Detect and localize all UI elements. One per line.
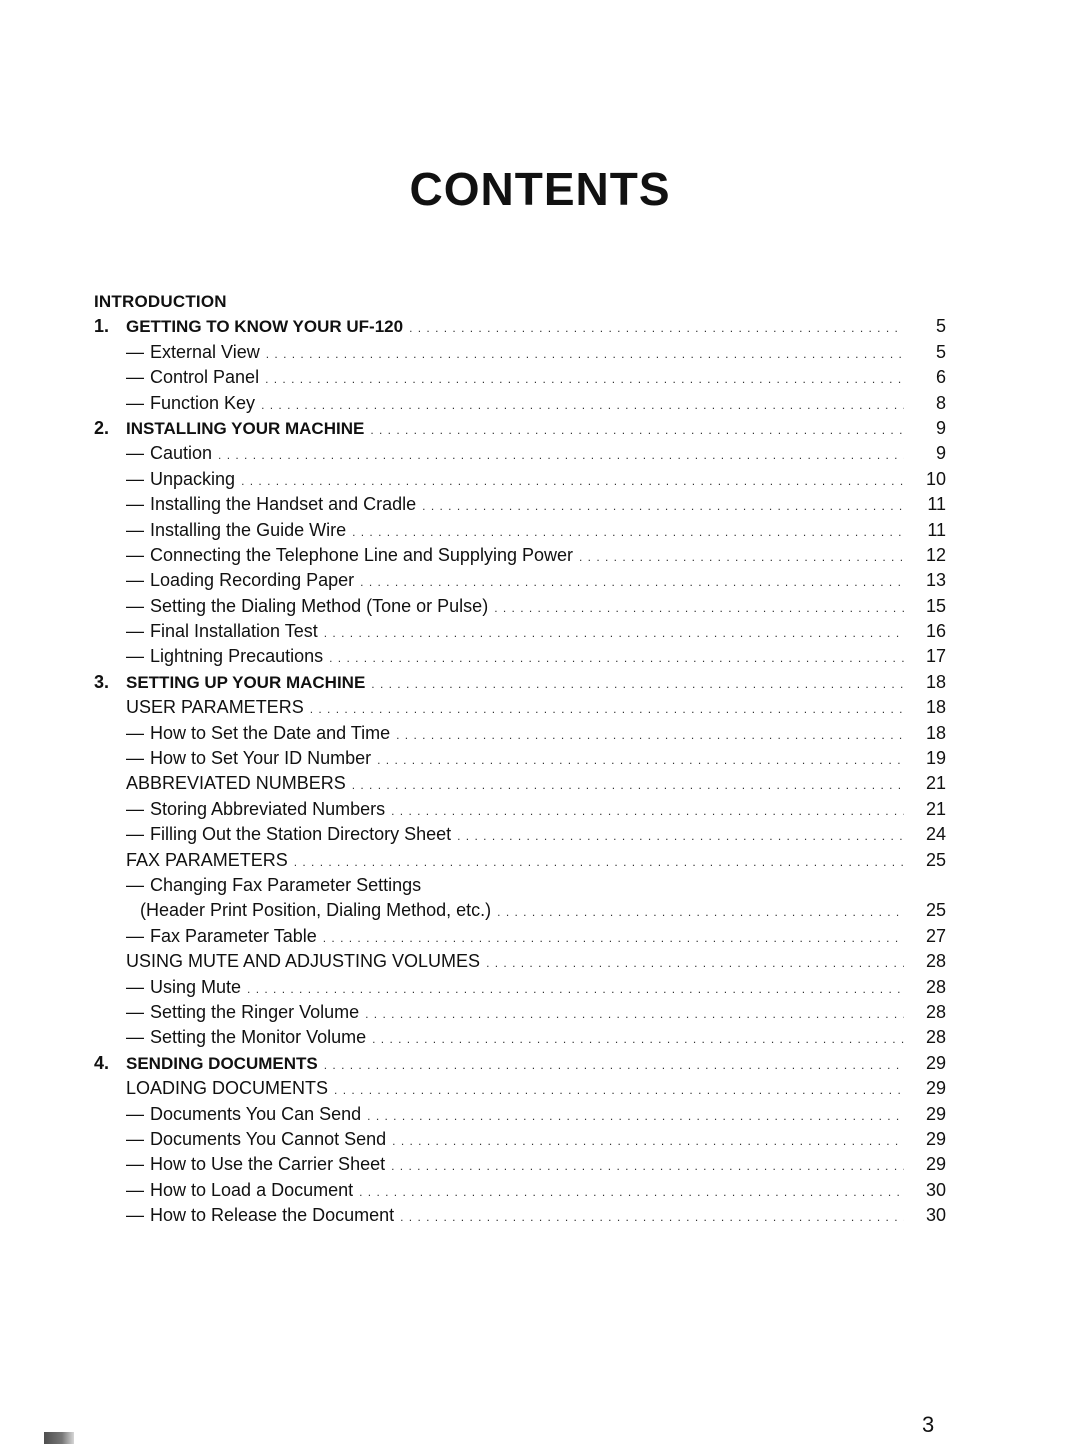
toc-page-number: 10 [925, 468, 946, 489]
dot-leader [391, 1154, 904, 1179]
dot-leader [352, 520, 904, 545]
toc-entry [94, 1076, 946, 1101]
toc-entry-text: Function Key [150, 392, 256, 413]
dash-marker: — [126, 1103, 144, 1124]
toc-entry-label [126, 568, 360, 593]
toc-page-number: 13 [925, 570, 946, 591]
toc-entry-text: Documents You Cannot Send [150, 1128, 387, 1149]
dash-marker: — [126, 976, 144, 997]
toc-page-number: 11 [927, 519, 946, 540]
toc-page-number: 19 [925, 748, 946, 769]
dot-leader [266, 342, 904, 367]
dash-marker: — [126, 367, 144, 388]
toc-entry-label [126, 949, 486, 974]
toc-entry-label [126, 314, 409, 339]
toc-entry [94, 1000, 946, 1025]
toc-entry-label [126, 619, 324, 644]
chapter-number: 4. [94, 1052, 110, 1073]
toc-entry-text: Storing Abbreviated Numbers [150, 798, 386, 819]
toc-page-number: 30 [925, 1179, 946, 1200]
dash-marker: — [126, 544, 144, 565]
dot-leader [352, 773, 904, 798]
dot-leader [360, 570, 904, 595]
toc-entry-text: GETTING TO KNOW YOUR UF-120 [126, 317, 404, 337]
toc-page-number: 21 [925, 773, 946, 794]
toc-page-number: 21 [925, 798, 946, 819]
dot-leader [294, 850, 904, 875]
toc-page-number: 9 [935, 443, 946, 464]
toc-entry-text: Using Mute [150, 976, 242, 997]
toc-page-number: 28 [925, 1027, 946, 1048]
toc-entry [94, 873, 946, 898]
toc-entry [94, 949, 946, 974]
toc-entry [94, 924, 946, 949]
toc-entry-text: USER PARAMETERS [126, 697, 304, 718]
toc-entry-text: How to Release the Document [150, 1205, 395, 1226]
toc-entries [94, 314, 946, 1228]
toc-entry-label [126, 797, 391, 822]
dot-leader [372, 1027, 904, 1052]
dash-marker: — [126, 570, 144, 591]
toc-entry [94, 568, 946, 593]
toc-entry [94, 518, 946, 543]
toc-entry [94, 543, 946, 568]
toc-entry [94, 1178, 946, 1203]
toc-entry-label [126, 695, 310, 720]
toc-entry-text: Control Panel [150, 367, 260, 388]
toc-entry [94, 1051, 946, 1076]
page-title: CONTENTS [409, 163, 671, 215]
dot-leader [457, 824, 904, 849]
toc-page-number: 28 [925, 1001, 946, 1022]
toc-entry-label [126, 975, 247, 1000]
toc-entry-text: Unpacking [150, 468, 236, 489]
toc-entry-label [126, 543, 579, 568]
dash-marker: — [126, 925, 144, 946]
toc-entry-label [126, 721, 396, 746]
toc-entry-label [126, 746, 377, 771]
dash-marker: — [126, 341, 144, 362]
toc-entry-label [126, 518, 352, 543]
dot-leader [392, 1129, 904, 1154]
dot-leader [486, 951, 904, 976]
toc-entry-text: Final Installation Test [150, 621, 318, 642]
toc-entry-label [126, 467, 241, 492]
toc-page-number: 9 [935, 417, 946, 438]
dot-leader [365, 1002, 904, 1027]
dot-leader [400, 1205, 904, 1230]
toc-entry-text: Filling Out the Station Directory Sheet [150, 824, 452, 845]
dash-marker: — [126, 1027, 144, 1048]
toc-entry-label [126, 771, 352, 796]
dash-marker: — [126, 1001, 144, 1022]
toc-entry-label [126, 1025, 372, 1050]
toc-entry [94, 1203, 946, 1228]
toc-entry-text: Changing Fax Parameter Settings [150, 874, 422, 895]
toc-entry [94, 1102, 946, 1127]
toc-entry-text: Fax Parameter Table [150, 925, 317, 946]
toc-entry-label [126, 492, 422, 517]
toc-entry [94, 695, 946, 720]
toc-entry-label [126, 1051, 324, 1076]
toc-page-number: 25 [925, 900, 946, 921]
dot-leader [247, 977, 904, 1002]
toc-page-number: 12 [925, 544, 946, 565]
dot-leader [377, 748, 904, 773]
dash-marker: — [126, 798, 144, 819]
dash-marker: — [126, 1154, 144, 1175]
toc-page-number: 24 [925, 824, 946, 845]
dash-marker: — [126, 519, 144, 540]
dot-leader [265, 367, 904, 392]
toc-entry [94, 822, 946, 847]
dash-marker: — [126, 646, 144, 667]
dash-marker: — [126, 722, 144, 743]
toc-page-number: 6 [935, 367, 946, 388]
toc-entry-text: External View [150, 341, 260, 362]
dot-leader [367, 1104, 904, 1129]
toc-entry [94, 670, 946, 695]
toc-entry-label [126, 644, 329, 669]
toc-entry-text: SENDING DOCUMENTS [126, 1053, 318, 1073]
toc-entry-text: How to Use the Carrier Sheet [150, 1154, 386, 1175]
dot-leader [409, 316, 904, 341]
toc-entry-label [126, 1152, 391, 1177]
toc-entry-label [126, 670, 371, 695]
toc-page-number: 5 [935, 316, 946, 337]
toc-entry [94, 467, 946, 492]
toc-entry-label [126, 898, 497, 923]
dash-marker: — [126, 1128, 144, 1149]
dot-leader [497, 900, 904, 925]
toc-entry [94, 644, 946, 669]
toc-page-number: 28 [925, 976, 946, 997]
toc-entry [94, 594, 946, 619]
dot-leader [494, 596, 904, 621]
dash-marker: — [126, 468, 144, 489]
toc-entry-text: SETTING UP YOUR MACHINE [126, 672, 366, 692]
toc-entry-text: Setting the Monitor Volume [150, 1027, 367, 1048]
dash-marker: — [126, 595, 144, 616]
dot-leader [218, 443, 904, 468]
toc-entry-text: LOADING DOCUMENTS [126, 1078, 329, 1099]
toc-entry [94, 619, 946, 644]
toc-entry-text: Caution [150, 443, 213, 464]
toc-entry [94, 1025, 946, 1050]
toc-entry-text: How to Set the Date and Time [150, 722, 391, 743]
dot-leader [329, 646, 904, 671]
toc-entry [94, 314, 946, 339]
toc-entry-label [126, 873, 427, 898]
dot-leader [422, 494, 904, 519]
toc-page-number: 27 [925, 925, 946, 946]
toc-entry-text: How to Load a Document [150, 1179, 354, 1200]
toc-entry [94, 1127, 946, 1152]
toc-page-number: 18 [925, 697, 946, 718]
toc-entry-label [126, 848, 294, 873]
toc-entry [94, 797, 946, 822]
chapter-number: 2. [94, 417, 110, 438]
toc-entry-text: Loading Recording Paper [150, 570, 355, 591]
toc-page-number: 5 [935, 341, 946, 362]
toc-entry-text: INSTALLING YOUR MACHINE [126, 418, 365, 438]
toc-page-number: 28 [925, 951, 946, 972]
toc-entry-text: ABBREVIATED NUMBERS [126, 773, 346, 794]
toc-entry-text: Installing the Handset and Cradle [150, 494, 417, 515]
toc-page-number: 30 [925, 1205, 946, 1226]
toc-entry-label [126, 1127, 392, 1152]
dot-leader [370, 418, 904, 443]
dash-marker: — [126, 392, 144, 413]
toc-entry [94, 441, 946, 466]
toc-entry-label [126, 1076, 334, 1101]
toc-page-number: 29 [925, 1052, 946, 1073]
dash-marker: — [126, 1179, 144, 1200]
dash-marker: — [126, 824, 144, 845]
dot-leader [324, 1053, 904, 1078]
dot-leader [323, 926, 904, 951]
toc-entry [94, 340, 946, 365]
toc-entry [94, 848, 946, 873]
page-number: 3 [922, 1412, 935, 1437]
scan-artifact [44, 1432, 74, 1444]
toc-entry [94, 771, 946, 796]
toc-entry-label [126, 1178, 359, 1203]
chapter-number: 1. [94, 316, 110, 337]
table-of-contents [94, 289, 946, 1228]
toc-entry-label [126, 416, 370, 441]
toc-entry-text: Lightning Precautions [150, 646, 324, 667]
toc-entry-label [126, 1102, 367, 1127]
dash-marker: — [126, 621, 144, 642]
toc-page-number: 16 [925, 621, 946, 642]
toc-page-number: 29 [925, 1154, 946, 1175]
dot-leader [579, 545, 904, 570]
toc-entry-label [126, 391, 261, 416]
toc-entry-text: Documents You Can Send [150, 1103, 362, 1124]
toc-entry [94, 721, 946, 746]
toc-entry-text: (Header Print Position, Dialing Method, etc.) [140, 900, 492, 921]
dash-marker: — [126, 443, 144, 464]
toc-page-number: 29 [925, 1078, 946, 1099]
toc-entry-label [126, 1203, 400, 1228]
toc-page-number: 29 [925, 1128, 946, 1149]
toc-entry [94, 746, 946, 771]
dot-leader [334, 1078, 904, 1103]
toc-introduction: INTRODUCTION [94, 292, 227, 311]
toc-entry-label [126, 594, 494, 619]
dash-marker: — [126, 874, 144, 895]
dot-leader [261, 393, 904, 418]
dot-leader [391, 799, 904, 824]
dot-leader [241, 469, 904, 494]
toc-entry-label [126, 340, 266, 365]
dot-leader [371, 672, 904, 697]
toc-entry-text: Setting the Ringer Volume [150, 1001, 360, 1022]
toc-entry-text: Installing the Guide Wire [150, 519, 347, 540]
toc-entry [94, 898, 946, 923]
toc-page-number: 25 [925, 849, 946, 870]
toc-entry [94, 975, 946, 1000]
dash-marker: — [126, 748, 144, 769]
toc-entry [94, 391, 946, 416]
dot-leader [310, 697, 904, 722]
toc-entry-label [126, 924, 323, 949]
toc-entry-label [126, 365, 265, 390]
toc-entry [94, 365, 946, 390]
dash-marker: — [126, 1205, 144, 1226]
toc-entry-text: How to Set Your ID Number [150, 748, 372, 769]
toc-page-number: 15 [925, 595, 946, 616]
toc-page-number: 29 [925, 1103, 946, 1124]
toc-page-number: 18 [925, 671, 946, 692]
toc-entry-label [126, 822, 457, 847]
toc-page-number: 8 [935, 392, 946, 413]
toc-page-number: 17 [925, 646, 946, 667]
dot-leader [324, 621, 904, 646]
toc-entry-text: Connecting the Telephone Line and Supplying Power [150, 544, 573, 565]
chapter-number: 3. [94, 671, 110, 692]
toc-page-number: 18 [925, 722, 946, 743]
dash-marker: — [126, 494, 144, 515]
toc-entry [94, 416, 946, 441]
toc-page-number: 11 [927, 494, 946, 515]
toc-entry [94, 492, 946, 517]
toc-entry-text: Setting the Dialing Method (Tone or Pulse) [150, 595, 489, 616]
toc-entry [94, 1152, 946, 1177]
toc-entry-label [126, 441, 218, 466]
toc-entry-label [126, 1000, 365, 1025]
dot-leader [359, 1180, 904, 1205]
toc-entry-text: USING MUTE AND ADJUSTING VOLUMES [126, 951, 481, 972]
toc-entry-text: FAX PARAMETERS [126, 849, 288, 870]
dot-leader [396, 723, 904, 748]
